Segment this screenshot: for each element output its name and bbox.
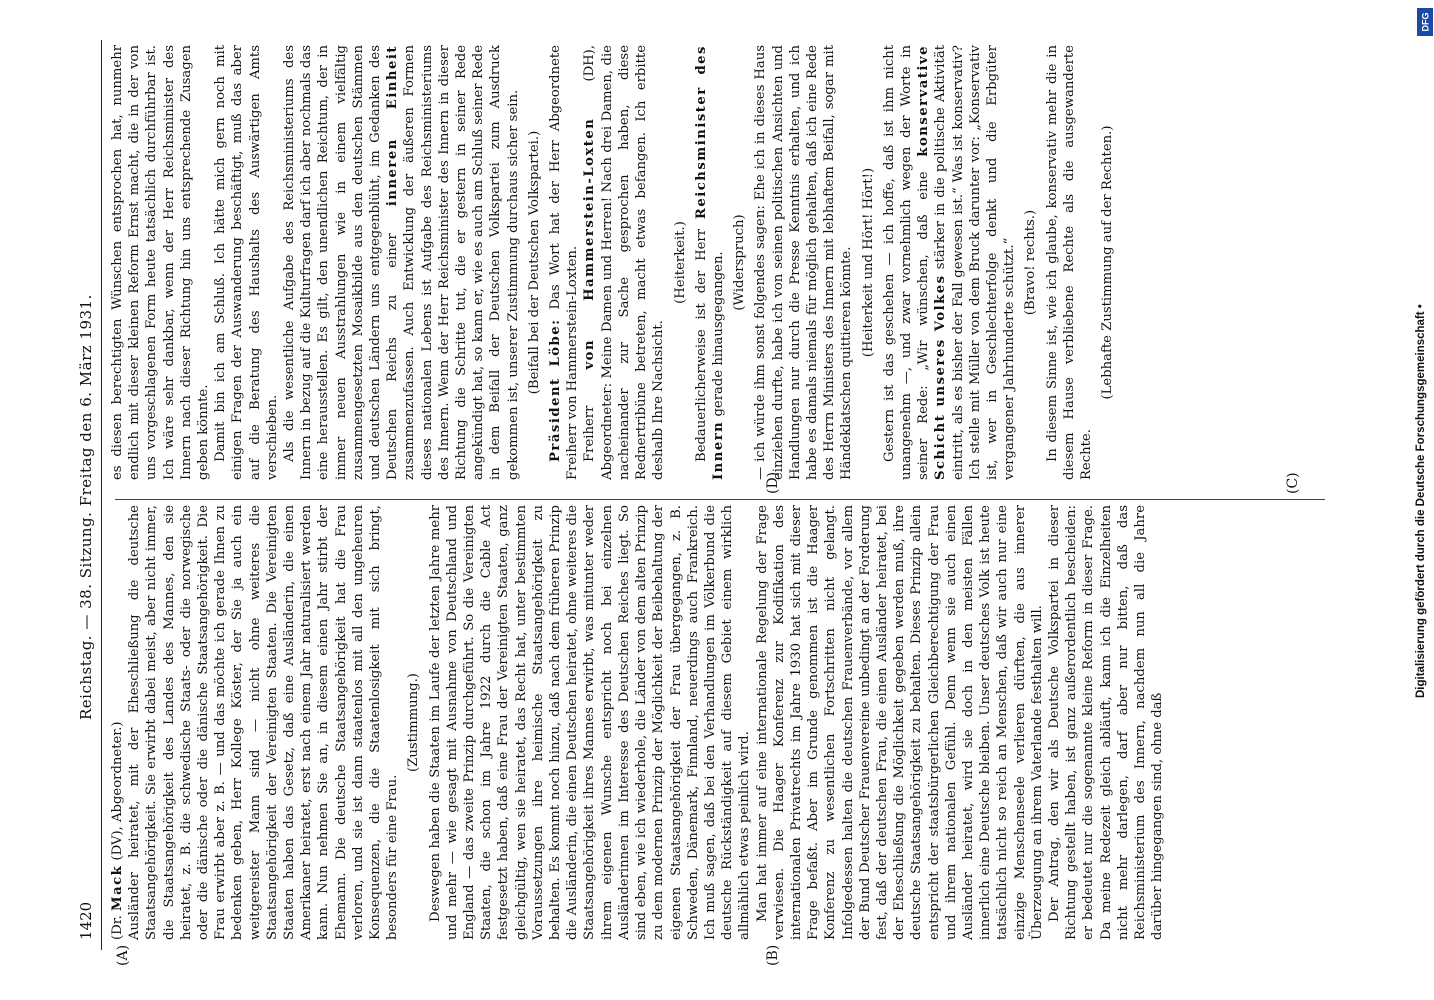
- page-number: 1420: [77, 901, 95, 940]
- funding-credit: Digitalisierung gefördert durch die Deutsche Forschungsgemeinschaft •: [1415, 304, 1427, 698]
- paragraph: Gestern ist das geschehen — ich hoffe, daß ist ihm nicht unangenehm —, und zwar vornehmlich wegen der Worte in seiner Rede: „Wir wünschen, daß eine konservative Schicht unseres Volkes stärker in die politische Aktivität eintritt, als es bisher der Fall gewesen ist.“ Was ist konservativ? Ich stelle mit Müller von dem Bruck darunter vor: „Konservativ ist, wer in Geschlechterfolge denkt und die Erbgüter vergangener Jahrhunderte schützt.“: [881, 45, 1018, 480]
- paragraph: Damit bin ich am Schluß. Ich hätte mich gern noch mit einigen Fragen der Auswanderung beschäftigt, muß das aber auf die Beratung des Haushalts des Auswärtigen Amts verschieben.: [213, 45, 280, 480]
- header-rule: [101, 40, 102, 950]
- rotated-page: [75, 30, 1325, 970]
- paragraph: Bedauerlicherweise ist der Herr Reichsminister des Innern gerade hinausgegangen.: [693, 45, 726, 480]
- paragraph: es diesen berechtigten Wünschen entsprochen hat, nunmehr endlich mit dieser kleinen Reform Ernst macht, die in der von uns vorgeschlagenen Form heute tatsächlich durchführbar ist. Ich wäre sehr dankbar, wenn der Herr Reichsminister des Innern nach dieser Richtung hin uns entsprechende Zusagen geben könnte.: [110, 45, 212, 480]
- aside-remark: (Widerspruch): [732, 214, 748, 311]
- page-header: [77, 40, 101, 940]
- aside-remark: (Zustimmung.): [406, 673, 422, 772]
- speaker-name: von Hammerstein-Loxten: [582, 117, 598, 370]
- margin-letter-b: (B): [765, 944, 781, 966]
- right-column: [109, 45, 1120, 480]
- emphasis: Reichsminister des Innern: [693, 45, 726, 480]
- side-credit: [1411, 8, 1434, 998]
- margin-letter-c: (C): [1285, 472, 1301, 494]
- running-head: Reichstag. — 38. Sitzung. Freitag den 6. März 1931.: [77, 294, 95, 720]
- paragraph: Der Antrag, den wir als Deutsche Volkspartei in dieser Richtung gestellt haben, ist ganz außerordentlich bescheiden: er bedeutet nur die sogenannte kleine Reform in dieser Frage. Da meine Redezeit gleich abläuft, kann ich die Einzelheiten nicht mehr darlegen, darf aber nur bitten, daß das Reichsministerium des Innern, nachdem nun all die Jahre darüber hingegangen sind, ohne daß: [1046, 505, 1166, 940]
- paragraph: In diesem Sinne ist, wie ich glaube, konservativ mehr die in diesem Hause verbliebene Rechte als die ausgewanderte Rechte.: [1044, 45, 1094, 480]
- margin-letter-a: (A): [115, 944, 131, 966]
- left-column: [109, 505, 1166, 940]
- paragraph: — ich würde ihm sonst folgendes sagen: Ehe ich in dieses Haus einziehen durfte, habe ich von seinen politischen Ansichten und Handlungen nur durch die Presse Kenntnis erhalten, und ich habe es damals niemals für möglich gehalten, daß ich eine Rede des Herrn Ministers des Innern mit lebhaftem Beifall, sogar mit Händeklatschen quittieren könnte.: [753, 45, 855, 480]
- aside-remark: (Lebhafte Zustimmung auf der Rechten.): [1100, 125, 1116, 400]
- paragraph: Als die wesentliche Aufgabe des Reichsministeriums des Innern in bezug auf die Kulturfragen darf ich aber nochmals das eine herausstellen. Es gilt, den unendlichen Reichtum, der in immer neuen Ausstrahlungen wie in einem vielfältig zusammengesetzten Mosaikbilde aus den deutschen Stämmen und deutschen Ländern uns entgegenblüht, im Gedanken des Deutschen Reichs zu einer inneren Einheit zusammenzufassen. Auch Entwicklung der äußeren Formen dieses nationalen Lebens ist Aufgabe des Reichsministeriums des Innern. Wenn der Herr Reichsminister des Innern in dieser Richtung die Schritte tut, die er gestern in seiner Rede angekündigt hat, so kann er, wie es auch am Schluß seiner Rede in dem Beifall der Deutschen Volkspartei zum Ausdruck gekommen ist, unserer Zustimmung durchaus sicher sein.: [282, 44, 521, 480]
- emphasis: inneren Einheit: [385, 44, 401, 207]
- column-divider: [115, 499, 1325, 500]
- paragraph: Man hat immer auf eine internationale Regelung der Frage verwiesen. Die Haager Konferenz zur Kodifikation des internationalen Privatrechts im Jahre 1930 hat sich mit dieser Frage befaßt. Aber im Grunde genommen ist die Haager Konferenz zu wesentlichen Fortschritten nicht gelangt. Infolgedessen halten die deutschen Frauenverbände, vor allem der Bund Deutscher Frauenvereine unbedingt an der Forderung fest, daß der deutschen Frau, die einen Ausländer heiratet, bei der Eheschließung die Möglichkeit gegeben werden muß, ihre deutsche Staatsangehörigkeit zu behalten. Dieses Prinzip allein entspricht der staatsbürgerlichen Gleichberechtigung der Frau und ihrem nationalen Gefühl. Denn wenn sie auch einen Ausländer heiratet, wird sie doch in den meisten Fällen innerlich eine Deutsche bleiben. Unser deutsches Volk ist heute tatsächlich nicht so reich an Menschen, daß wir auch nur eine einzige Menschenseele verlieren dürften, die aus innerer Überzeugung an ihrem Vaterlande festhalten will.: [754, 505, 1045, 940]
- speaker-line: (Dr. Mack (DV), Abgeordneter.): [110, 721, 125, 940]
- president-label: Präsident Löbe:: [548, 318, 564, 462]
- emphasis: konservative Schicht unseres Volkes: [916, 45, 949, 480]
- president-line: Präsident Löbe: Das Wort hat der Herr Abgeordnete Freiherr von Hammerstein-Loxten.: [548, 45, 581, 480]
- aside-remark: (Beifall bei der Deutschen Volkspartei.): [526, 130, 542, 395]
- margin-letter-d: (D): [765, 471, 781, 494]
- paragraph: Ausländer heiratet, mit der Eheschließung die deutsche Staatsangehörigkeit. Sie erwirbt dabei meist, aber nicht immer, die Staatsangehörigkeit des Landes des Mannes, den sie heiratet, z. B. die schwedische Staats- oder die norwegische oder die dänische oder die dänische Staatsangehörigkeit. Die Frau erwirbt aber z. B. — und das möchte ich gerade Ihnen zu bedenken geben, Herr Kollege Köster, der Sie ja auch ein weitgereister Mann sind — nicht ohne weiteres die Staatsangehörigkeit der Vereinigten Staaten. Die Vereinigten Staaten haben das Gesetz, daß eine Ausländerin, die einen Amerikaner heiratet, erst nach einem Jahr naturalisiert werden kann. Nun nehmen Sie an, in diesem einen Jahr stirbt der Ehemann. Die deutsche Staatsangehörigkeit hat die Frau verloren, und sie ist dann staatenlos mit all den ungeheuren Konsequenzen, die die Staatenlosigkeit mit sich bringt, besonders für eine Frau.: [127, 505, 401, 940]
- dfg-logo: DFG: [1417, 8, 1433, 36]
- aside-remark: (Heiterkeit und Hört! Hört!): [860, 167, 876, 358]
- aside-remark: (Heiterkeit.): [672, 221, 688, 304]
- speaker-line: Freiherr von Hammerstein-Loxten (DH), Abgeordneter: Meine Damen und Herren! Nach drei Damen, die nacheinander zur Sache gesprochen haben, diese Rednertribüne betreten, macht etwas befangen. Ich erbitte deshalb Ihre Nachsicht.: [582, 44, 667, 480]
- page: [75, 30, 1325, 970]
- paragraph: Deswegen haben die Staaten im Laufe der letzten Jahre mehr und mehr — wie gesagt mit Ausnahme von Deutschland und England — das zweite Prinzip durchgeführt. So die Vereinigten Staaten, die schon im Jahre 1922 durch die Cable Act festgesetzt haben, daß eine Frau der Vereinigten Staaten, ganz gleichgültig, wen sie heiratet, das Recht hat, unter bestimmten Voraussetzungen ihre heimische Staatsangehörigkeit zu behalten. Es kommt noch hinzu, daß nach dem früheren Prinzip die Ausländerin, die einen Deutschen heiratet, ohne weiteres die Staatsangehörigkeit ihres Mannes erwirbt, was mitunter weder ihrem eigenen Wunsche entspricht noch bei einzelnen Ausländerinnen im Interesse des Deutschen Reiches liegt. So sind eben, wie ich wiederhole, die Länder von dem alten Prinzip zu dem modernen Prinzip der Möglichkeit der Beibehaltung der eigenen Staatsangehörigkeit der Frau übergegangen, z. B. Schweden, Dänemark, Finnland, neuerdings auch Frankreich. Ich muß sagen, daß bei den Verhandlungen im Völkerbund die deutsche Rückständigkeit auf diesem Gebiet einem wirklich allmählich etwas peinlich wird.: [427, 505, 753, 940]
- aside-remark: (Bravo! rechts.): [1023, 209, 1039, 316]
- speaker-name: Mack: [110, 864, 125, 912]
